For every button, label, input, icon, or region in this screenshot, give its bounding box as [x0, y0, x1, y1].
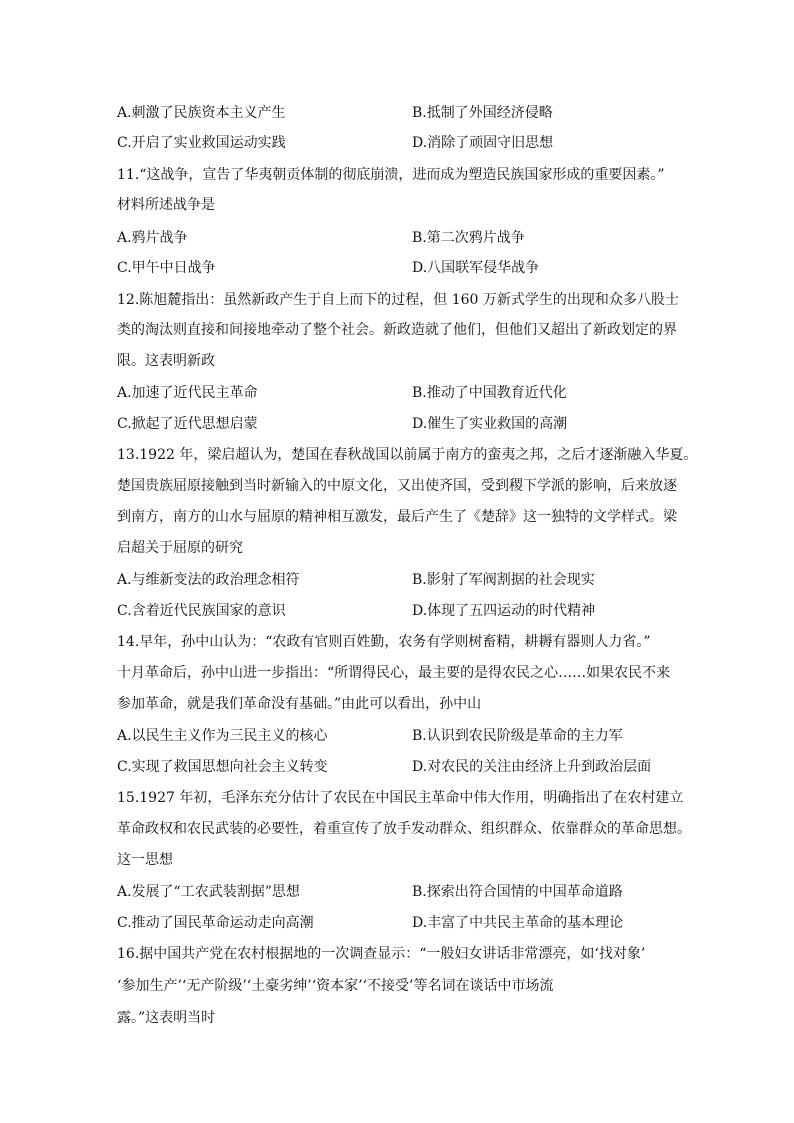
q15-option-b: B.探索出符合国情的中国革命道路 [412, 884, 623, 900]
q16-stem-line-1: 16.据中国共产党在农村根据地的一次调查显示：“一般妇女讲话非常漂亮，如‘找对象’ [117, 946, 646, 962]
q14-stem-line-3: 参加革命，就是我们革命没有基础。”由此可以看出，孙中山 [117, 696, 482, 712]
q12-stem-line-2: 类的淘汰则直接和间接地牵动了整个社会。新政造就了他们，但他们又超出了新政划定的界 [117, 322, 677, 338]
q11-stem-line-2: 材料所述战争是 [117, 197, 215, 213]
q14-option-c: C.实现了救国思想向社会主义转变 [117, 759, 328, 775]
q12-stem-line-3: 限。这表明新政 [117, 353, 215, 369]
q15-option-c: C.推动了国民革命运动走向高潮 [117, 915, 314, 931]
q10-option-d: D.消除了顽固守旧思想 [412, 135, 554, 151]
q12-stem-line-1: 12.陈旭麓指出：虽然新政产生于自上而下的过程，但 160 万新式学生的出现和众多八股士 [117, 292, 679, 308]
q15-option-a: A.发展了“工农武装割据”思想 [117, 884, 300, 900]
q13-stem-line-2: 楚国贵族屈原接触到当时新输入的中原文化，又出使齐国，受到稷下学派的影响，后来放逐 [117, 478, 677, 494]
q15-stem-line-2: 革命政权和农民武装的必要性，着重宣传了放手发动群众、组织群众、依靠群众的革命思想。 [117, 821, 691, 837]
q13-option-a: A.与维新变法的政治理念相符 [117, 572, 300, 588]
q12-option-b: B.推动了中国教育近代化 [412, 385, 567, 401]
q13-option-c: C.含着近代民族国家的意识 [117, 603, 286, 619]
q13-option-b: B.影射了军阀割据的社会现实 [412, 572, 595, 588]
q11-option-b: B.第二次鸦片战争 [412, 230, 525, 246]
q15-stem-line-1: 15.1927 年初，毛泽东充分估计了农民在中国民主革命中伟大作用，明确指出了在农村建立 [117, 790, 684, 806]
q14-option-d: D.对农民的关注由经济上升到政治层面 [412, 759, 652, 775]
q16-stem-line-2: ‘参加生产’‘无产阶级’‘土豪劣绅’‘资本家’‘不接受’等名词在谈话中市场流 [117, 978, 554, 994]
q11-option-a: A.鸦片战争 [117, 230, 188, 246]
q14-option-a: A.以民生主义作为三民主义的核心 [117, 728, 328, 744]
q14-stem-line-2: 十月革命后，孙中山进一步指出：“所谓得民心，最主要的是得农民之心……如果农民不来 [117, 665, 671, 681]
q10-option-a: A.刺激了民族资本主义产生 [117, 105, 286, 121]
q15-stem-line-3: 这一思想 [117, 852, 173, 868]
q13-stem-line-4: 启超关于屈原的研究 [117, 540, 243, 556]
q12-option-a: A.加速了近代民主革命 [117, 385, 258, 401]
q10-option-b: B.抵制了外国经济侵略 [412, 105, 553, 121]
q13-stem-line-1: 13.1922 年，梁启超认为，楚国在春秋战国以前属于南方的蛮夷之邦，之后才逐渐融入华夏。 [117, 447, 698, 463]
q13-stem-line-3: 到南方，南方的山水与屈原的精神相互激发，最后产生了《楚辞》这一独特的文学样式。梁 [117, 509, 677, 525]
q16-stem-line-3: 露。”这表明当时 [117, 1010, 216, 1026]
q15-option-d: D.丰富了中共民主革命的基本理论 [412, 915, 624, 931]
q14-option-b: B.认识到农民阶级是革命的主力军 [412, 728, 623, 744]
q13-option-d: D.体现了五四运动的时代精神 [412, 603, 596, 619]
q12-option-d: D.催生了实业救国的高潮 [412, 416, 568, 432]
q12-option-c: C.掀起了近代思想启蒙 [117, 416, 258, 432]
q11-stem-line-1: 11.“这战争，宣告了华夷朝贡体制的彻底崩溃，进而成为塑造民族国家形成的重要因素。” [117, 167, 665, 183]
q14-stem-line-1: 14.早年，孙中山认为：“农政有官则百姓勤，农务有学则树畜精，耕耨有器则人力省。” [117, 634, 651, 650]
q11-option-c: C.甲午中日战争 [117, 260, 216, 276]
q10-option-c: C.开启了实业救国运动实践 [117, 135, 286, 151]
q11-option-d: D.八国联军侵华战争 [412, 260, 540, 276]
